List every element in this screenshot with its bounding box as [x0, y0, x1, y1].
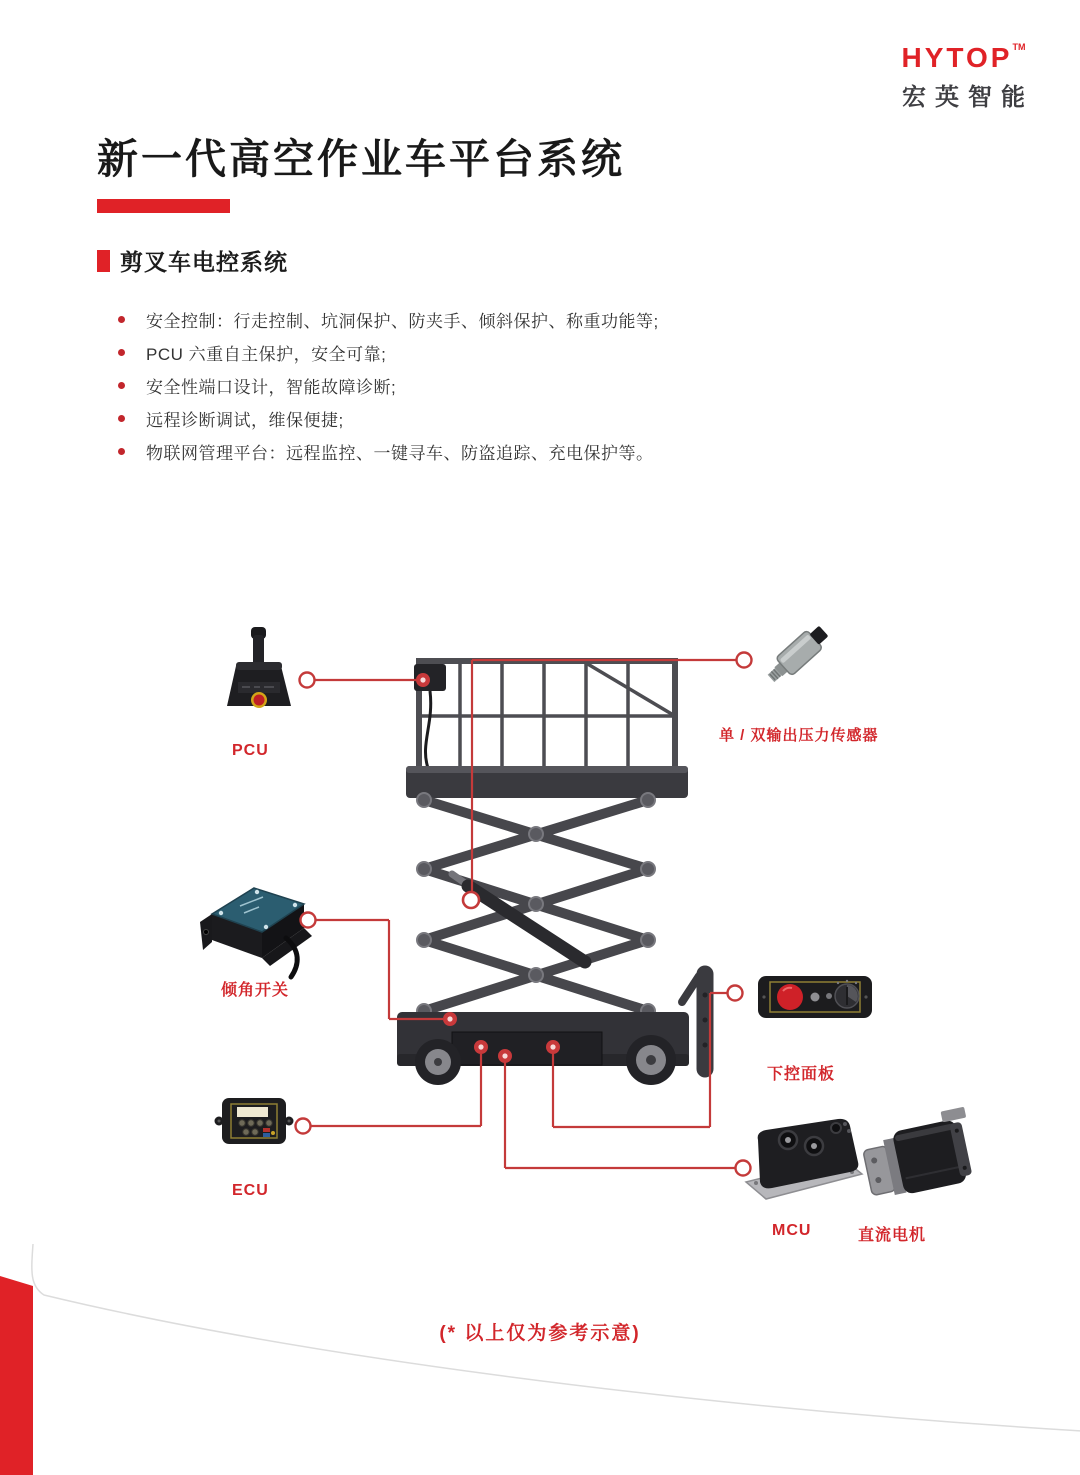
bullet-icon: [118, 415, 125, 422]
brand-subtitle: 宏英智能: [902, 84, 1034, 111]
label-pcu: PCU: [232, 742, 269, 759]
pressure-sensor-illustration: [763, 622, 832, 687]
feature-list: [118, 303, 659, 468]
feature-text: 远程诊断调试，维保便捷;: [146, 411, 344, 430]
feature-item: [118, 336, 659, 369]
page-title: 新一代高空作业车平台系统: [97, 136, 625, 182]
feature-text: 安全性端口设计，智能故障诊断;: [146, 378, 397, 397]
bullet-icon: [118, 448, 125, 455]
pcu-illustration: [227, 627, 291, 708]
bullet-icon: [118, 382, 125, 389]
component-diagram: [0, 600, 1080, 1300]
section-title: 剪叉车电控系统: [120, 249, 288, 275]
feature-text: PCU 六重自主保护，安全可靠;: [146, 345, 387, 364]
feature-item: [118, 369, 659, 402]
dc-motor-illustration: [858, 1107, 979, 1202]
section-marker: [97, 250, 110, 272]
feature-text: 物联网管理平台：远程监控、一键寻车、防盗追踪、充电保护等。: [146, 444, 654, 463]
tilt-switch-illustration: [200, 888, 312, 977]
brand-logo: [893, 42, 1034, 112]
brand-trademark: TM: [1012, 42, 1026, 52]
label-mcu: MCU: [772, 1222, 812, 1239]
reference-footnote: (* 以上仅为参考示意): [439, 1323, 641, 1344]
brand-name: HYTOP: [901, 42, 1013, 73]
section-header: [97, 244, 288, 277]
label-dc-motor: 直流电机: [858, 1227, 927, 1244]
bullet-icon: [118, 316, 125, 323]
brand-name-row: [893, 42, 1034, 74]
lower-control-panel-illustration: [758, 976, 872, 1018]
label-lower-control-panel: 下控面板: [767, 1066, 836, 1083]
callout-markers: [296, 653, 752, 1176]
mcu-illustration: [746, 1119, 862, 1199]
bullet-icon: [118, 349, 125, 356]
side-accent-bar: [0, 1276, 33, 1475]
feature-item: [118, 435, 659, 468]
label-pressure-sensor: 单 / 双输出压力传感器: [719, 727, 879, 744]
feature-item: [118, 402, 659, 435]
title-underline-bar: [97, 199, 230, 213]
feature-item: [118, 303, 659, 336]
feature-text: 安全控制：行走控制、坑洞保护、防夹手、倾斜保护、称重功能等;: [146, 312, 659, 331]
ecu-illustration: [215, 1098, 294, 1144]
label-tilt-switch: 倾角开关: [221, 982, 290, 999]
label-ecu: ECU: [232, 1182, 269, 1199]
